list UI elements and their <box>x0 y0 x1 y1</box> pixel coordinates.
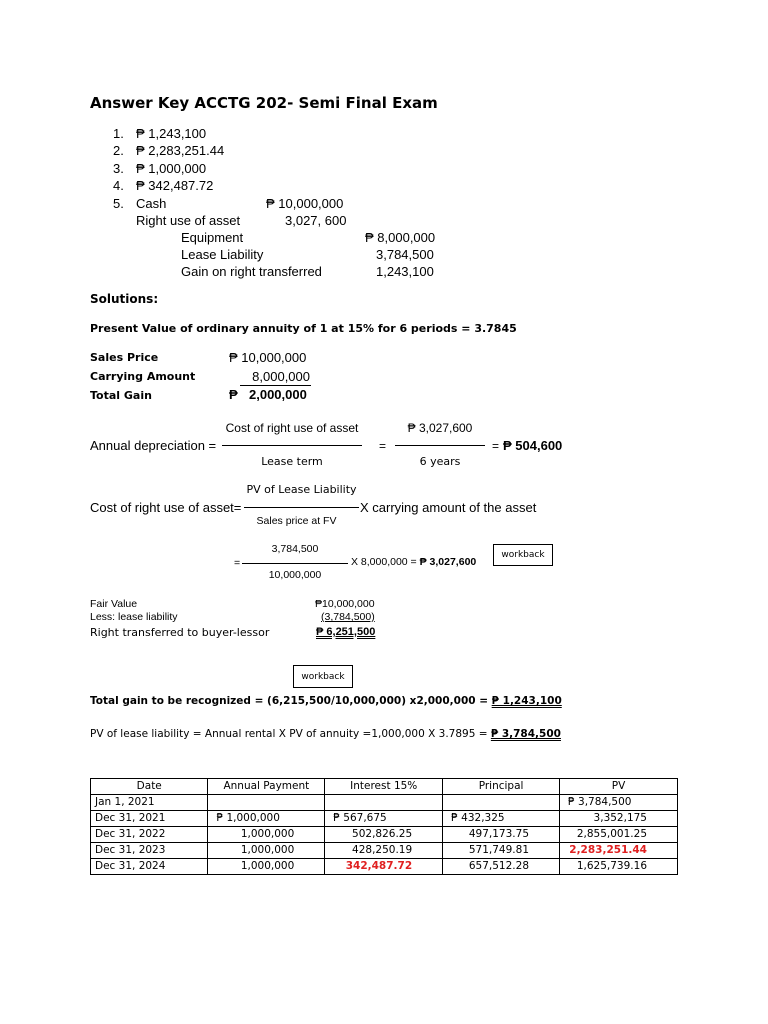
depreciation-denominator-value: 6 years <box>419 455 461 468</box>
table-cell: 1,000,000 <box>208 859 325 875</box>
cost-formula-numerator: PV of Lease Liability <box>246 483 357 496</box>
table-cell: 497,173.75 <box>443 827 560 843</box>
table-cell: Dec 31, 2021 <box>91 811 208 827</box>
page-title: Answer Key ACCTG 202- Semi Final Exam <box>90 94 438 112</box>
fair-value-label: Fair Value <box>90 598 138 610</box>
entry-debit-amount: 3,027, 600 <box>285 213 347 228</box>
table-row <box>91 859 678 875</box>
entry-credit-amount: 3,784,500 <box>376 247 434 262</box>
workback-box: workback <box>293 665 353 688</box>
answer-number: 2. <box>113 143 124 158</box>
fraction-bar <box>395 445 485 446</box>
highlighted-cell: 342,487.72 <box>325 859 443 875</box>
cost-formula-label: Cost of right use of asset= <box>90 500 242 515</box>
answer-number: 4. <box>113 178 124 193</box>
sales-price-label: Sales Price <box>90 351 159 364</box>
entry-credit-label: Gain on right transferred <box>181 264 322 279</box>
table-cell: Dec 31, 2023 <box>91 843 208 859</box>
table-cell: 2,855,001.25 <box>560 827 678 843</box>
table-cell: Dec 31, 2022 <box>91 827 208 843</box>
total-gain-currency: ₱ <box>229 387 238 402</box>
table-row <box>91 795 678 811</box>
answer-value: ₱ 2,283,251.44 <box>136 143 225 158</box>
column-header: Principal <box>443 779 560 795</box>
table-cell: 1,625,739.16 <box>560 859 678 875</box>
table-cell <box>325 795 443 811</box>
table-cell: ₱ 567,675 <box>325 811 443 827</box>
cost-calc-suffix: X 8,000,000 = <box>351 556 420 568</box>
depreciation-label: Annual depreciation = <box>90 438 217 453</box>
table-cell <box>443 795 560 811</box>
entry-debit-amount: ₱ 10,000,000 <box>266 196 344 211</box>
entry-credit-amount: ₱ 8,000,000 <box>365 230 436 245</box>
table-cell <box>208 795 325 811</box>
depreciation-numerator: Cost of right use of asset <box>225 421 359 435</box>
column-header: Interest 15% <box>325 779 443 795</box>
cost-calc-denominator: 10,000,000 <box>268 569 322 581</box>
table-row <box>91 843 678 859</box>
answer-number: 5. <box>113 196 124 211</box>
total-gain-value: 2,000,000 <box>249 387 307 402</box>
cost-calc-numerator: 3,784,500 <box>271 543 319 555</box>
table-cell: 571,749.81 <box>443 843 560 859</box>
pv-annuity-note: Present Value of ordinary annuity of 1 at 15% for 6 periods = 3.7845 <box>90 322 517 335</box>
column-header: PV <box>560 779 678 795</box>
fraction-bar <box>222 445 362 446</box>
table-cell: ₱ 432,325 <box>443 811 560 827</box>
equals-sign: = <box>492 439 500 453</box>
column-header: Date <box>91 779 208 795</box>
entry-credit-amount: 1,243,100 <box>376 264 434 279</box>
equals-sign: = <box>234 557 241 569</box>
cost-formula-suffix: X carrying amount of the asset <box>360 500 537 515</box>
depreciation-denominator: Lease term <box>261 455 323 468</box>
right-transferred-label: Right transferred to buyer-lessor <box>90 626 270 639</box>
answer-value: ₱ 1,000,000 <box>136 161 207 176</box>
fraction-bar <box>244 507 359 508</box>
table-cell: 502,826.25 <box>325 827 443 843</box>
pv-lease-result: ₱ 3,784,500 <box>490 728 561 740</box>
cost-calc-result: ₱ 3,027,600 <box>419 556 477 568</box>
workback-box: workback <box>493 544 553 566</box>
carrying-amount-label: Carrying Amount <box>90 370 196 383</box>
table-cell: Dec 31, 2024 <box>91 859 208 875</box>
less-lease-liability-label: Less: lease liability <box>90 611 178 623</box>
entry-debit-label: Right use of asset <box>136 213 241 228</box>
less-lease-liability-value: (3,784,500) <box>321 611 375 623</box>
sales-price-value: ₱ 10,000,000 <box>229 350 307 365</box>
table-cell: ₱ 1,000,000 <box>208 811 325 827</box>
subtotal-rule <box>240 385 311 386</box>
answer-number: 3. <box>113 161 124 176</box>
table-cell: 1,000,000 <box>208 843 325 859</box>
fraction-bar <box>242 563 348 564</box>
amortization-table <box>90 778 678 875</box>
total-gain-label: Total Gain <box>90 389 152 402</box>
entry-debit-label: Cash <box>136 196 167 211</box>
table-cell: ₱ 3,784,500 <box>560 795 678 811</box>
solutions-heading: Solutions: <box>90 292 159 306</box>
equals-sign: = <box>379 439 387 453</box>
table-cell: 1,000,000 <box>208 827 325 843</box>
table-row <box>91 827 678 843</box>
depreciation-numerator-value: ₱ 3,027,600 <box>407 421 473 435</box>
table-row <box>91 811 678 827</box>
depreciation-result: ₱ 504,600 <box>503 438 563 453</box>
pv-lease-formula: PV of lease liability = Annual rental X PV of annuity =1,000,000 X 3.7895 = <box>90 728 491 740</box>
table-cell: 3,352,175 <box>560 811 678 827</box>
answer-number: 1. <box>113 126 124 141</box>
table-cell: Jan 1, 2021 <box>91 795 208 811</box>
total-gain-result: ₱ 1,243,100 <box>491 695 562 707</box>
right-transferred-value: ₱ 6,251,500 <box>316 626 376 638</box>
fair-value-value: ₱10,000,000 <box>315 598 375 610</box>
column-header: Annual Payment <box>208 779 325 795</box>
table-cell: 657,512.28 <box>443 859 560 875</box>
table-header-row <box>91 779 678 795</box>
answer-value: ₱ 342,487.72 <box>136 178 214 193</box>
carrying-amount-value: 8,000,000 <box>252 369 310 384</box>
cost-formula-denominator: Sales price at FV <box>256 515 337 527</box>
entry-credit-label: Equipment <box>181 230 244 245</box>
table-cell: 428,250.19 <box>325 843 443 859</box>
entry-credit-label: Lease Liability <box>181 247 264 262</box>
highlighted-cell: 2,283,251.44 <box>560 843 678 859</box>
total-gain-formula: Total gain to be recognized = (6,215,500/10,000,000) x2,000,000 = <box>90 695 492 707</box>
answer-value: ₱ 1,243,100 <box>136 126 207 141</box>
